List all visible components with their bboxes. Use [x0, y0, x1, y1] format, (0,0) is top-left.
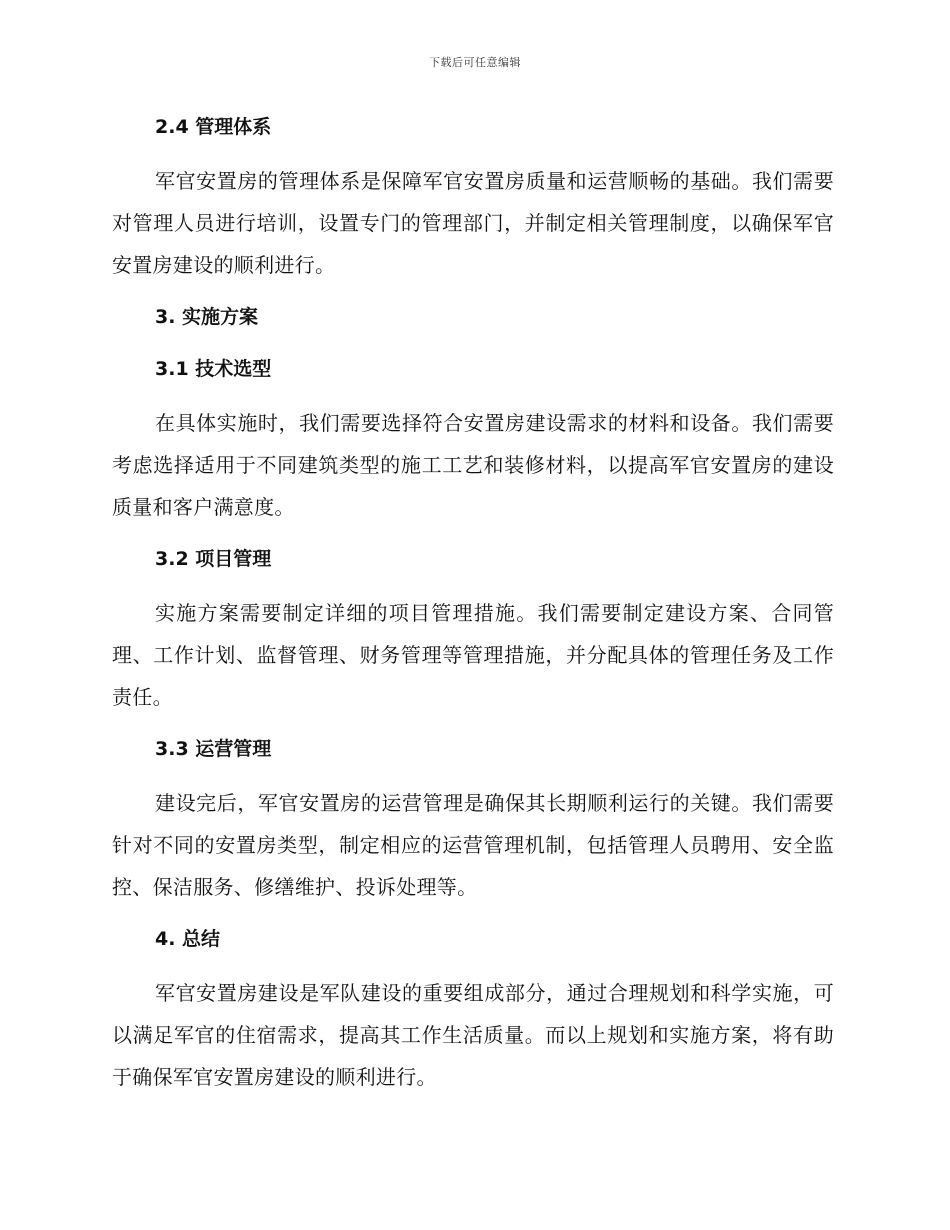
- section-heading-3-2: 3.2 项目管理: [155, 548, 272, 570]
- section-heading-3: 3. 实施方案: [155, 306, 259, 328]
- section-paragraph-3-1: 在具体实施时，我们需要选择符合安置房建设需求的材料和设备。我们需要考虑选择适用于不同建筑类型的施工工艺和装修材料，以提高军官安置房的建设质量和客户满意度。: [112, 411, 834, 519]
- section-paragraph-3-2: 实施方案需要制定详细的项目管理措施。我们需要制定建设方案、合同管理、工作计划、监督管理、财务管理等管理措施，并分配具体的管理任务及工作责任。: [112, 601, 834, 709]
- section-heading-2-4: 2.4 管理体系: [155, 116, 272, 138]
- page-header: 下载后可任意编辑: [429, 56, 521, 69]
- section-paragraph-2-4: 军官安置房的管理体系是保障军官安置房质量和运营顺畅的基础。我们需要对管理人员进行培训，设置专门的管理部门，并制定相关管理制度，以确保军官安置房建设的顺利进行。: [112, 169, 834, 277]
- section-heading-4: 4. 总结: [155, 928, 221, 950]
- section-heading-3-3: 3.3 运营管理: [155, 738, 272, 760]
- section-paragraph-3-3: 建设完后，军官安置房的运营管理是确保其长期顺利运行的关键。我们需要针对不同的安置房类型，制定相应的运营管理机制，包括管理人员聘用、安全监控、保洁服务、修缮维护、投诉处理等。: [112, 791, 834, 899]
- document-body: [112, 108, 834, 1098]
- section-paragraph-4: 军官安置房建设是军队建设的重要组成部分，通过合理规划和科学实施，可以满足军官的住宿需求，提高其工作生活质量。而以上规划和实施方案，将有助于确保军官安置房建设的顺利进行。: [112, 981, 834, 1089]
- section-heading-3-1: 3.1 技术选型: [155, 358, 272, 380]
